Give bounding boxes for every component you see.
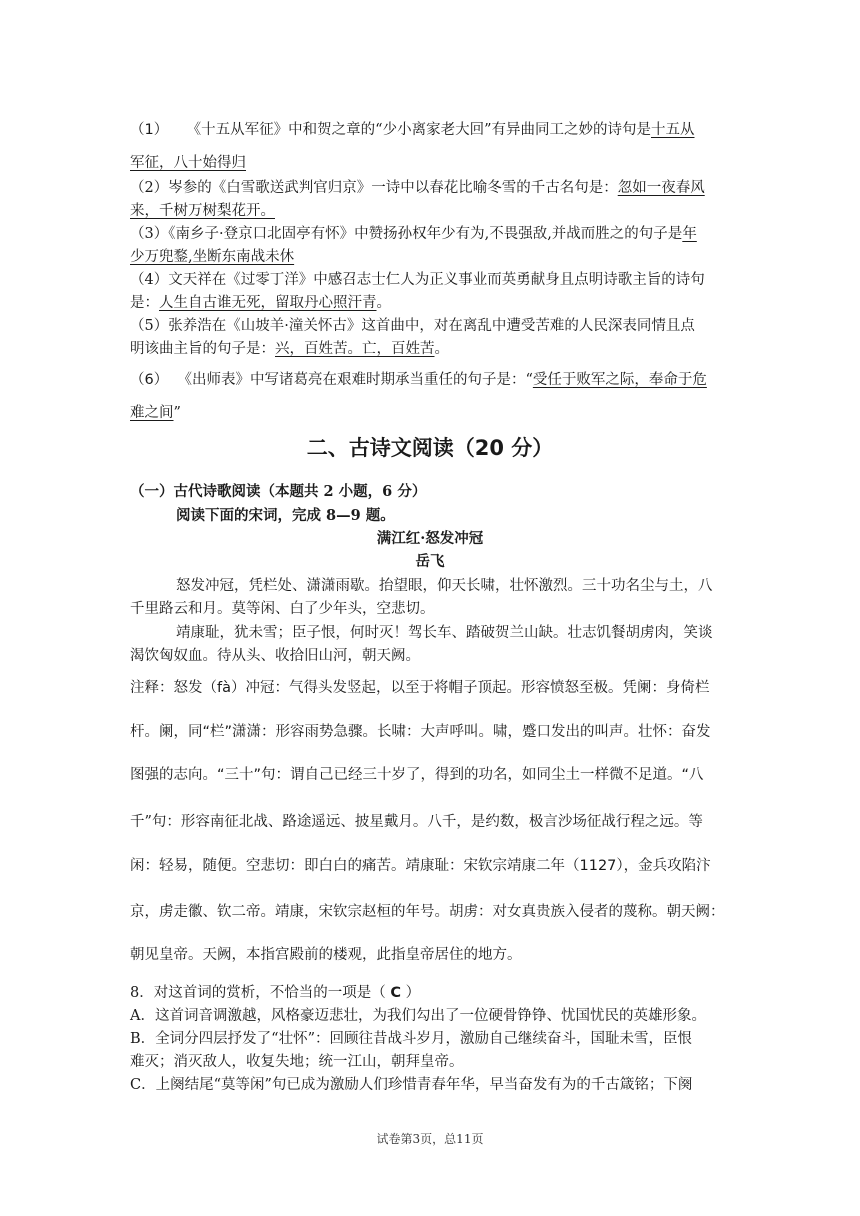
q4-line-1 xyxy=(130,270,730,290)
q8-option-c-line-1: C．上阕结尾“莫等闲”句已成为激励人们珍惜青春年华，早当奋发有为的千古箴铭；下阕 xyxy=(130,1077,693,1093)
q2-text: （2）岑参的《白雪歌送武判官归京》一诗中以春花比喻冬雪的千古名句是： xyxy=(130,180,618,196)
q1-number: （1） xyxy=(130,122,169,138)
q8-option-b-line-1: B．全词分四层抒发了“壮怀”：回顾往昔战斗岁月，激励自己继续奋斗，国耻未雪，臣恨 xyxy=(130,1031,692,1047)
section-title: 二、古诗文阅读（20 分） xyxy=(306,436,554,460)
note-line-5: 闲：轻易，随便。空悲切：即白白的痛苦。靖康耻：宋钦宗靖康二年（1127），金兵攻陷汴 xyxy=(130,858,711,874)
q4-line-2 xyxy=(130,293,730,313)
subsection-title: （一）古代诗歌阅读（本题共 2 小题，6 分） xyxy=(130,483,427,500)
q5-text-b: 明该曲主旨的句子是： xyxy=(130,341,275,357)
note-line-6: 京，虏走徽、钦二帝。靖康，宋钦宗赵桓的年号。胡虏：对女真贵族入侵者的蔑称。朝天阙： xyxy=(130,904,725,920)
q8-stem-a: 8．对这首词的赏析，不恰当的一项是（ xyxy=(130,985,386,1001)
note-line-2: 杆。阑，同“栏”潇潇：形容雨势急骤。长啸：大声呼叫。啸，蹙口发出的叫声。壮怀：奋发 xyxy=(130,724,711,740)
q4-end: 。 xyxy=(376,295,391,311)
note-line-3: 图强的志向。“三十”句：谓自己已经三十岁了，得到的功名，如同尘土一样微不足道。“八 xyxy=(130,767,704,783)
q3-answer-b: 少万兜鍪,坐断东南战未休 xyxy=(130,249,295,265)
q5-text-a: （5）张养浩在《山坡羊·潼关怀古》这首曲中，对在离乱中遭受苦难的人民深表同情且点 xyxy=(130,318,695,334)
q1-line-2 xyxy=(130,153,730,173)
q6-open-quote: “ xyxy=(525,372,533,388)
note-line-7: 朝见皇帝。天阙，本指宫殿前的楼观，此指皇帝居住的地方。 xyxy=(130,947,522,963)
q2-line-2 xyxy=(130,201,730,221)
q2-line-1 xyxy=(130,178,730,198)
q4-answer: 人生自古谁无死，留取丹心照汗青 xyxy=(159,295,377,311)
q3-line-1 xyxy=(130,224,730,244)
q1-answer-b: 军征，八十始得归 xyxy=(130,155,246,171)
q3-text: （3）《南乡子·登京口北固亭有怀》中赞扬孙权年少有为,不畏强敌,并战而胜之的句子是 xyxy=(130,226,683,242)
poem-author: 岳飞 xyxy=(415,553,445,570)
q5-end: 。 xyxy=(434,341,449,357)
note-line-4: 千”句：形容南征北战、路途遥远、披星戴月。八千，是约数，极言沙场征战行程之远。等 xyxy=(130,814,703,830)
q4-text-b: 是： xyxy=(130,295,159,311)
q4-text-a: （4）文天祥在《过零丁洋》中感召志士仁人为正义事业而英勇献身且点明诗歌主旨的诗句 xyxy=(130,272,705,288)
q8-answer: C xyxy=(390,985,401,1001)
stanza2-line-2: 渴饮匈奴血。待从头、收拾旧山河，朝天阙。 xyxy=(130,648,420,664)
q6-text: 《出师表》中写诸葛亮在艰难时期承当重任的句子是： xyxy=(177,372,526,388)
q6-answer-b: 难之间 xyxy=(130,405,174,421)
q8-stem-b: ） xyxy=(405,985,421,1001)
poem-title: 满江红·怒发冲冠 xyxy=(376,530,484,547)
stanza1-line-1: 怒发冲冠，凭栏处、潇潇雨歇。抬望眼，仰天长啸，壮怀激烈。三十功名尘与土，八 xyxy=(176,578,713,594)
q5-line-2 xyxy=(130,339,730,359)
q5-line-1 xyxy=(130,316,730,336)
q6-line-2 xyxy=(130,403,730,423)
q1-answer-a: 十五从 xyxy=(651,122,695,138)
instruction: 阅读下面的宋词，完成 8—9 题。 xyxy=(176,507,395,524)
q6-answer-a: 受任于败军之际，奉命于危 xyxy=(532,372,707,388)
q1-line-1 xyxy=(130,120,730,140)
stanza2-line-1: 靖康耻，犹未雪；臣子恨，何时灭！驾长车、踏破贺兰山缺。壮志饥餐胡虏肉，笑谈 xyxy=(176,625,713,641)
q3-line-2 xyxy=(130,247,730,267)
q5-answer: 兴，百姓苦。亡，百姓苦 xyxy=(275,341,435,357)
page-footer: 试卷第3页，总11页 xyxy=(376,1132,484,1146)
q1-text: 《十五从军征》中和贺之章的“少小离家老大回”有异曲同工之妙的诗句是 xyxy=(186,122,651,138)
stanza1-line-2: 千里路云和月。莫等闲、白了少年头，空悲切。 xyxy=(130,601,435,617)
q6-close-quote: ” xyxy=(173,405,181,421)
q8-option-b-line-2: 难灭；消灭敌人，收复失地；统一江山，朝拜皇帝。 xyxy=(130,1054,464,1070)
q3-answer-a: 年 xyxy=(682,226,697,242)
q8-option-a: A．这首词音调激越，风格豪迈悲壮，为我们勾出了一位硬骨铮铮、忧国忧民的英雄形象。 xyxy=(130,1008,706,1024)
q6-number: （6） xyxy=(130,372,169,388)
q2-answer-b: 来，千树万树梨花开。 xyxy=(130,203,275,219)
q6-line-1 xyxy=(130,370,730,390)
note-line-1: 注释：怒发（fà）冲冠：气得头发竖起，以至于将帽子顶起。形容愤怒至极。凭阑：身倚栏 xyxy=(130,680,710,696)
q2-answer-a: 忽如一夜春风 xyxy=(617,180,705,196)
q8-stem xyxy=(130,983,730,1003)
